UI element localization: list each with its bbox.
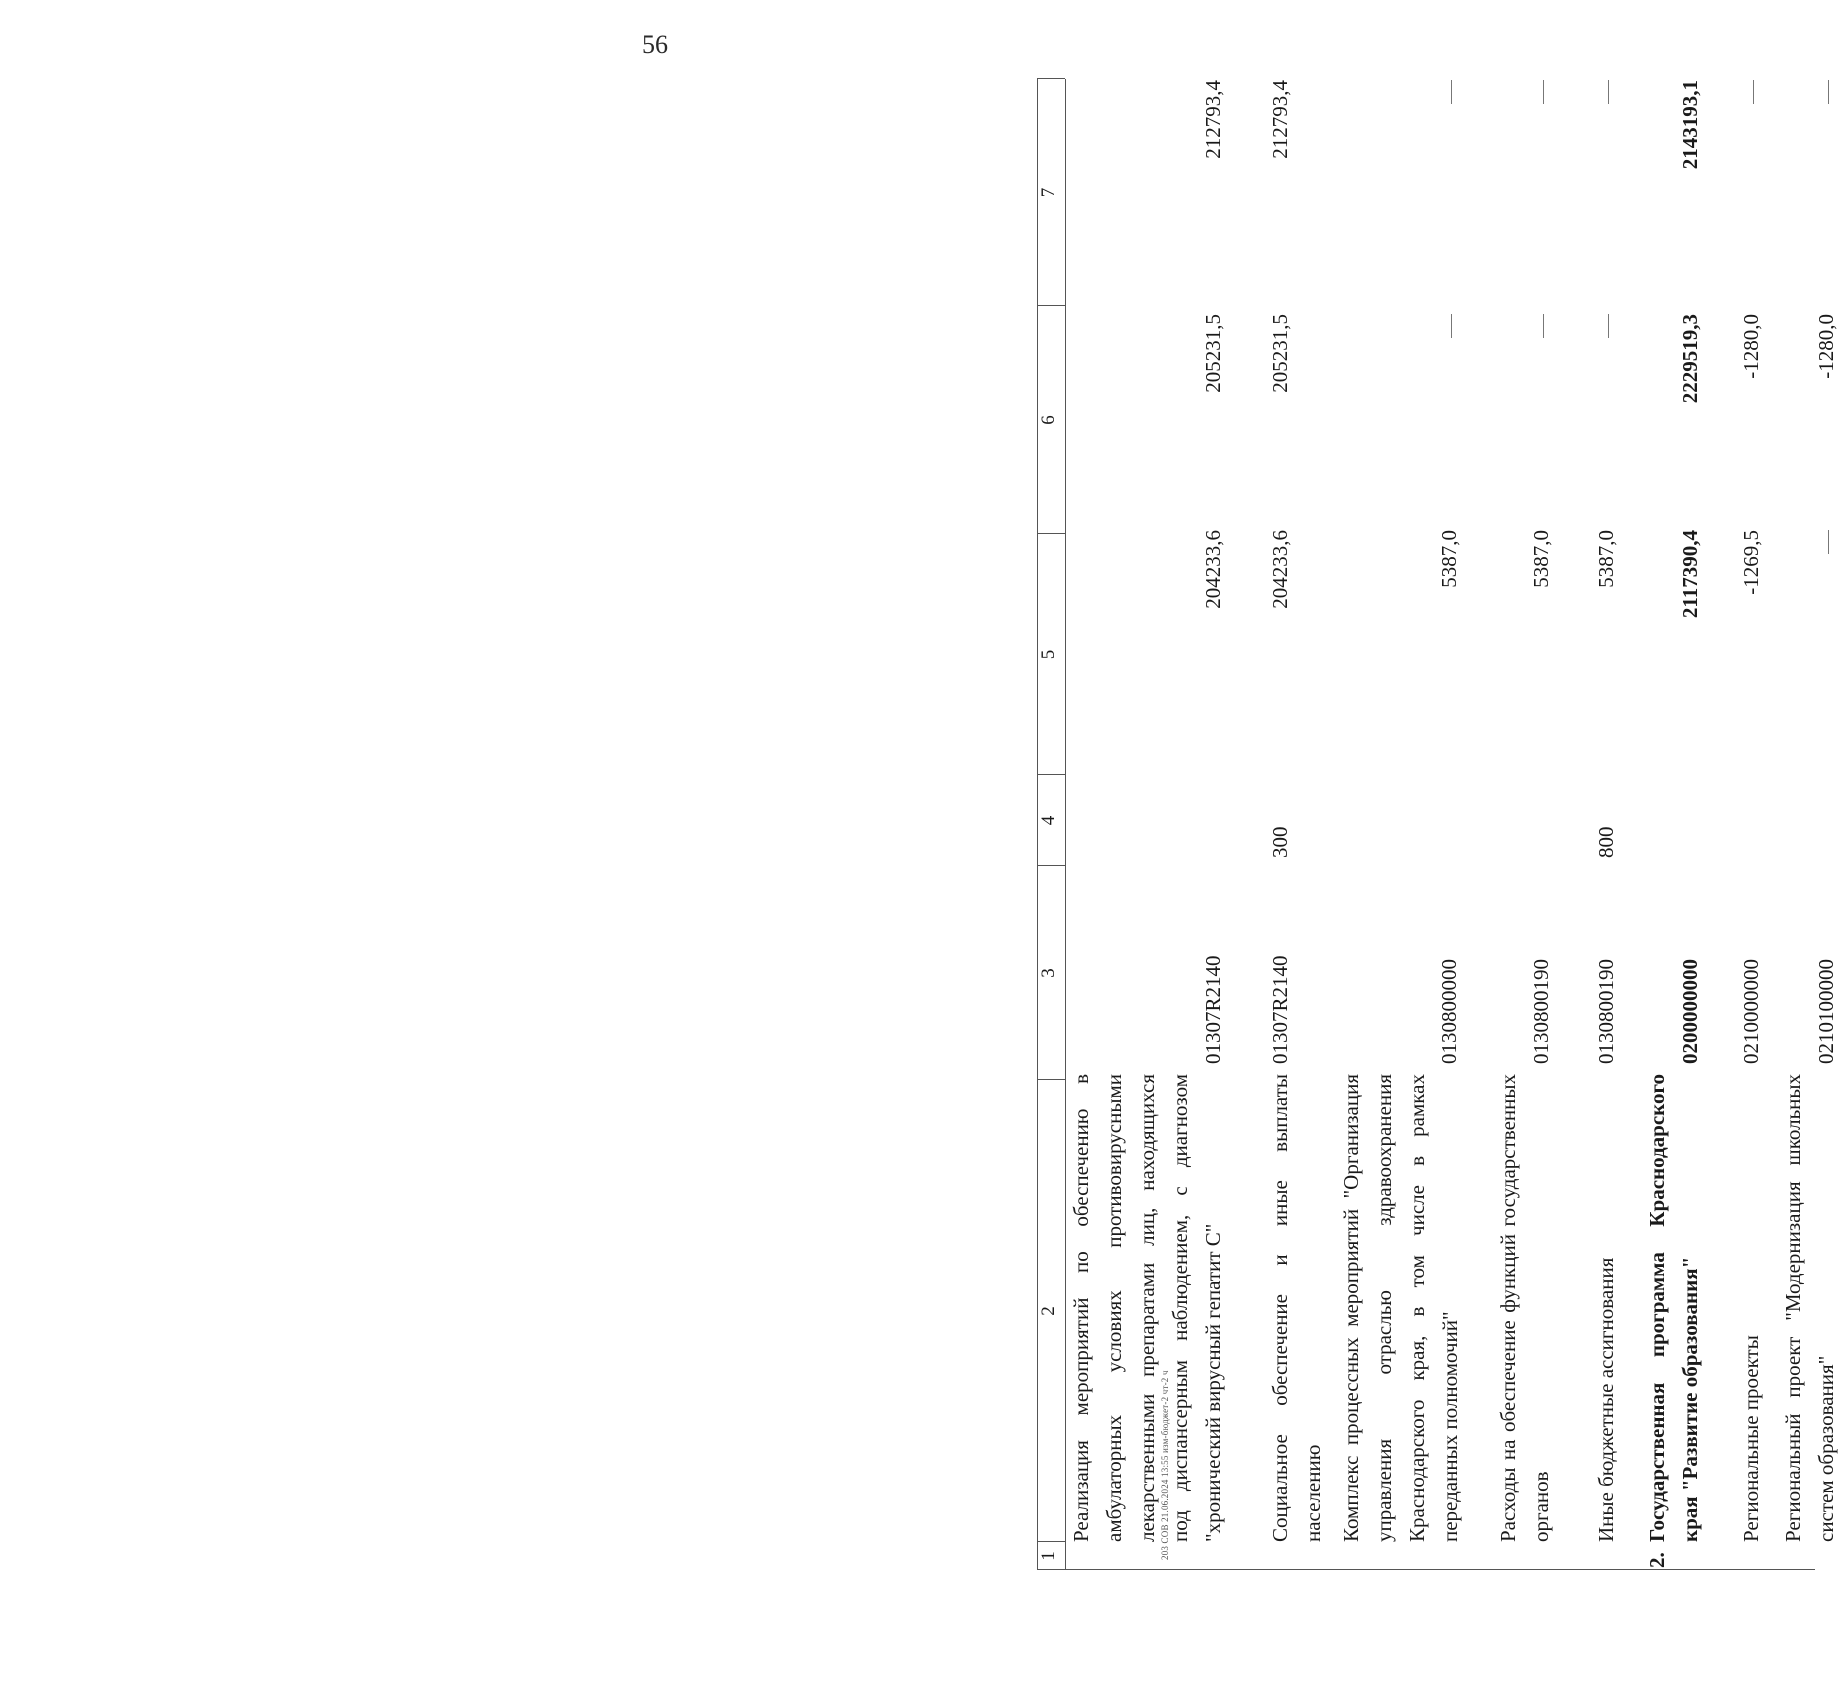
page-number: 56 (642, 30, 668, 59)
row-code: 0130800190 (1529, 959, 1553, 1064)
row-description: Социальное обеспечение и иные выплаты населению (1268, 1074, 1325, 1542)
row-value-6: 205231,5 (1268, 314, 1292, 393)
row-code: 0130800000 (1437, 959, 1461, 1064)
row-value-5: 5387,0 (1594, 530, 1618, 588)
header-col-4: 4 (1038, 815, 1059, 826)
row-value-5: -1269,5 (1739, 530, 1763, 595)
row-value-6: -1280,0 (1739, 314, 1763, 379)
empty-value-dash (1451, 314, 1452, 338)
empty-value-dash (1608, 314, 1609, 338)
row-code: 0130800190 (1594, 959, 1618, 1064)
row-description: Иные бюджетные ассигнования (1594, 1257, 1618, 1542)
row-value-5: 204233,6 (1201, 530, 1225, 609)
empty-value-dash (1543, 314, 1544, 338)
row-code: 0210100000 (1814, 959, 1838, 1064)
row-value-7: 2143193,1 (1678, 80, 1702, 170)
header-col-3: 3 (1038, 968, 1059, 978)
row-value-7: 212793,4 (1201, 80, 1225, 159)
row-description: Региональные проекты (1739, 1335, 1763, 1542)
empty-value-dash (1828, 80, 1829, 104)
empty-value-dash (1608, 80, 1609, 104)
header-col-5: 5 (1038, 649, 1059, 660)
table-left-border (1037, 1569, 1815, 1570)
rotated-budget-table (1035, 50, 1838, 1570)
header-col-6: 6 (1038, 415, 1059, 425)
row-code: 01307R2140 (1268, 955, 1292, 1064)
row-vr-code: 300 (1268, 826, 1292, 858)
header-col-1: 1 (1038, 1551, 1059, 1561)
row-value-5: 5387,0 (1529, 530, 1553, 588)
row-description: Реализация мероприятий по обеспечению в амбулаторных условиях противовирусными лекарственными препаратами лиц, находящихся под диспансерным наблюдением, с диагнозом "хронический вирусный гепатит С" (1069, 1074, 1225, 1542)
row-code: 0210000000 (1739, 959, 1763, 1064)
row-code: 01307R2140 (1201, 955, 1225, 1064)
row-description: Комплекс процессных мероприятий "Организация управления отраслью здравоохранения Краснодарского края, в том числе в рамках переданных полномочий" (1339, 1074, 1462, 1542)
row-value-6: 205231,5 (1201, 314, 1225, 393)
row-value-7: 212793,4 (1268, 80, 1292, 159)
row-description: Расходы на обеспечение функций государственных органов (1496, 1074, 1553, 1542)
row-value-6: 2229519,3 (1678, 314, 1702, 404)
empty-value-dash (1451, 80, 1452, 104)
row-value-5: 5387,0 (1437, 530, 1461, 588)
row-vr-code: 800 (1594, 826, 1618, 858)
row-number: 2. (1645, 1552, 1669, 1568)
empty-value-dash (1753, 80, 1754, 104)
row-description: Государственная программа Краснодарского края "Развитие образования" (1645, 1074, 1702, 1542)
header-col-2: 2 (1038, 1306, 1059, 1316)
footer-code: 203 СОВ 21.06.2024 13:55 изм-бюджет-2 чт-2 ч (1160, 1370, 1170, 1560)
header-col-7: 7 (1038, 187, 1059, 198)
row-value-5: 2117390,4 (1678, 530, 1702, 619)
row-value-6: -1280,0 (1814, 314, 1838, 379)
row-code: 0200000000 (1678, 959, 1702, 1064)
row-description: Региональный проект "Модернизация школьных систем образования" (1781, 1074, 1838, 1542)
empty-value-dash (1543, 80, 1544, 104)
row-value-5: 204233,6 (1268, 530, 1292, 609)
